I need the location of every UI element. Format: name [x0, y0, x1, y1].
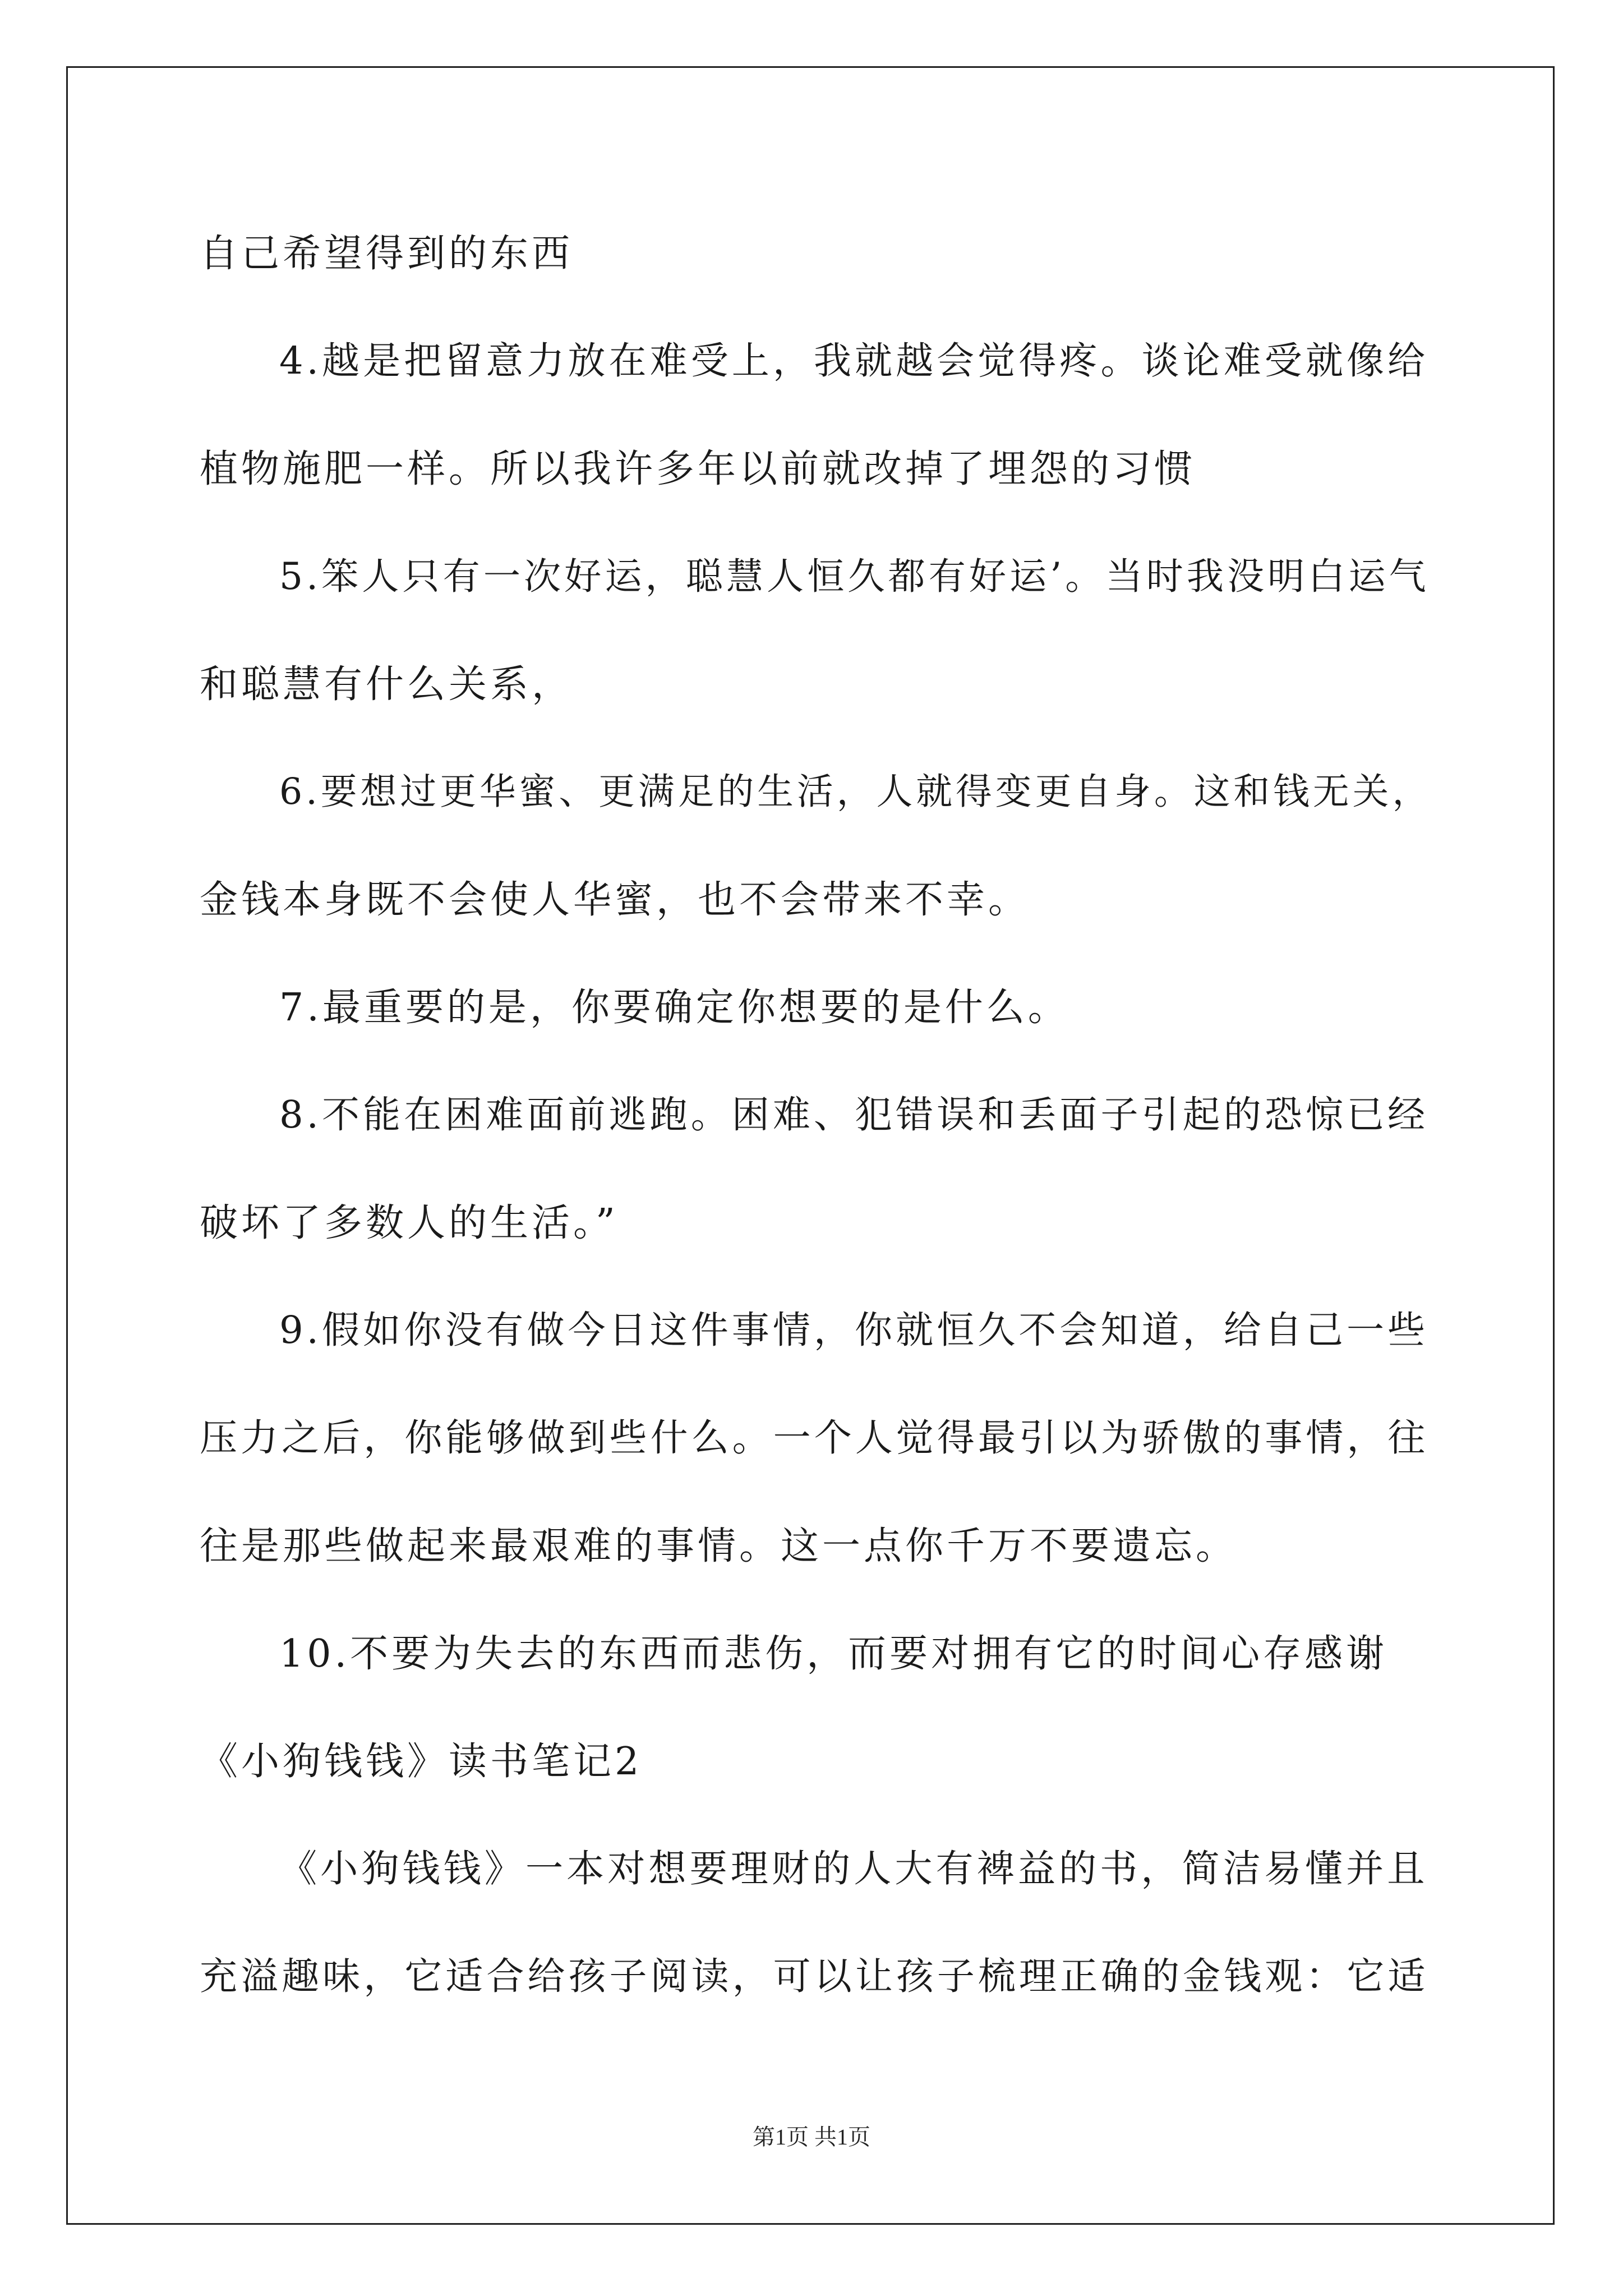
- text-line-8: 7.最重要的是，你要确定你想要的是什么。: [279, 986, 1069, 1030]
- text-line-13: 往是那些做起来最艰难的事情。这一点你千万不要遗忘。: [200, 1524, 1238, 1568]
- text-line-3: 植物施肥一样。所以我许多年以前就改掉了埋怨的习惯: [200, 447, 1196, 491]
- text-line-16: 《小狗钱钱》一本对想要理财的人大有裨益的书，简洁易懂并且: [279, 1847, 1428, 1890]
- text-line-9: 8.不能在困难面前逃跑。困难、犯错误和丢面子引起的恐惊已经: [279, 1093, 1429, 1137]
- page-border: [66, 66, 1555, 2225]
- text-line-12: 压力之后，你能够做到些什么。一个人觉得最引以为骄傲的事情，往: [200, 1416, 1429, 1460]
- text-line-10: 破坏了多数人的生活。”: [200, 1201, 619, 1245]
- text-line-17: 充溢趣味，它适合给孩子阅读，可以让孩子梳理正确的金钱观：它适: [200, 1954, 1429, 1998]
- text-line-6: 6.要想过更华蜜、更满足的生活，人就得变更自身。这和钱无关，: [279, 771, 1432, 813]
- section-heading: 《小狗钱钱》读书笔记2: [200, 1740, 643, 1784]
- text-line-11: 9.假如你没有做今日这件事情，你就恒久不会知道，给自己一些: [279, 1308, 1429, 1352]
- text-line-4: 5.笨人只有一次好运，聪慧人恒久都有好运’。当时我没明白运气: [279, 555, 1430, 598]
- text-line-1: 自己希望得到的东西: [200, 232, 574, 276]
- text-line-14: 10.不要为失去的东西而悲伤，而要对拥有它的时间心存感谢: [279, 1632, 1388, 1676]
- page-footer: 第1页 共1页: [753, 2124, 870, 2150]
- text-line-5: 和聪慧有什么关系，: [200, 662, 574, 707]
- text-line-7: 金钱本身既不会使人华蜜，也不会带来不幸。: [200, 878, 1030, 922]
- text-line-2: 4.越是把留意力放在难受上，我就越会觉得疼。谈论难受就像给: [279, 339, 1429, 383]
